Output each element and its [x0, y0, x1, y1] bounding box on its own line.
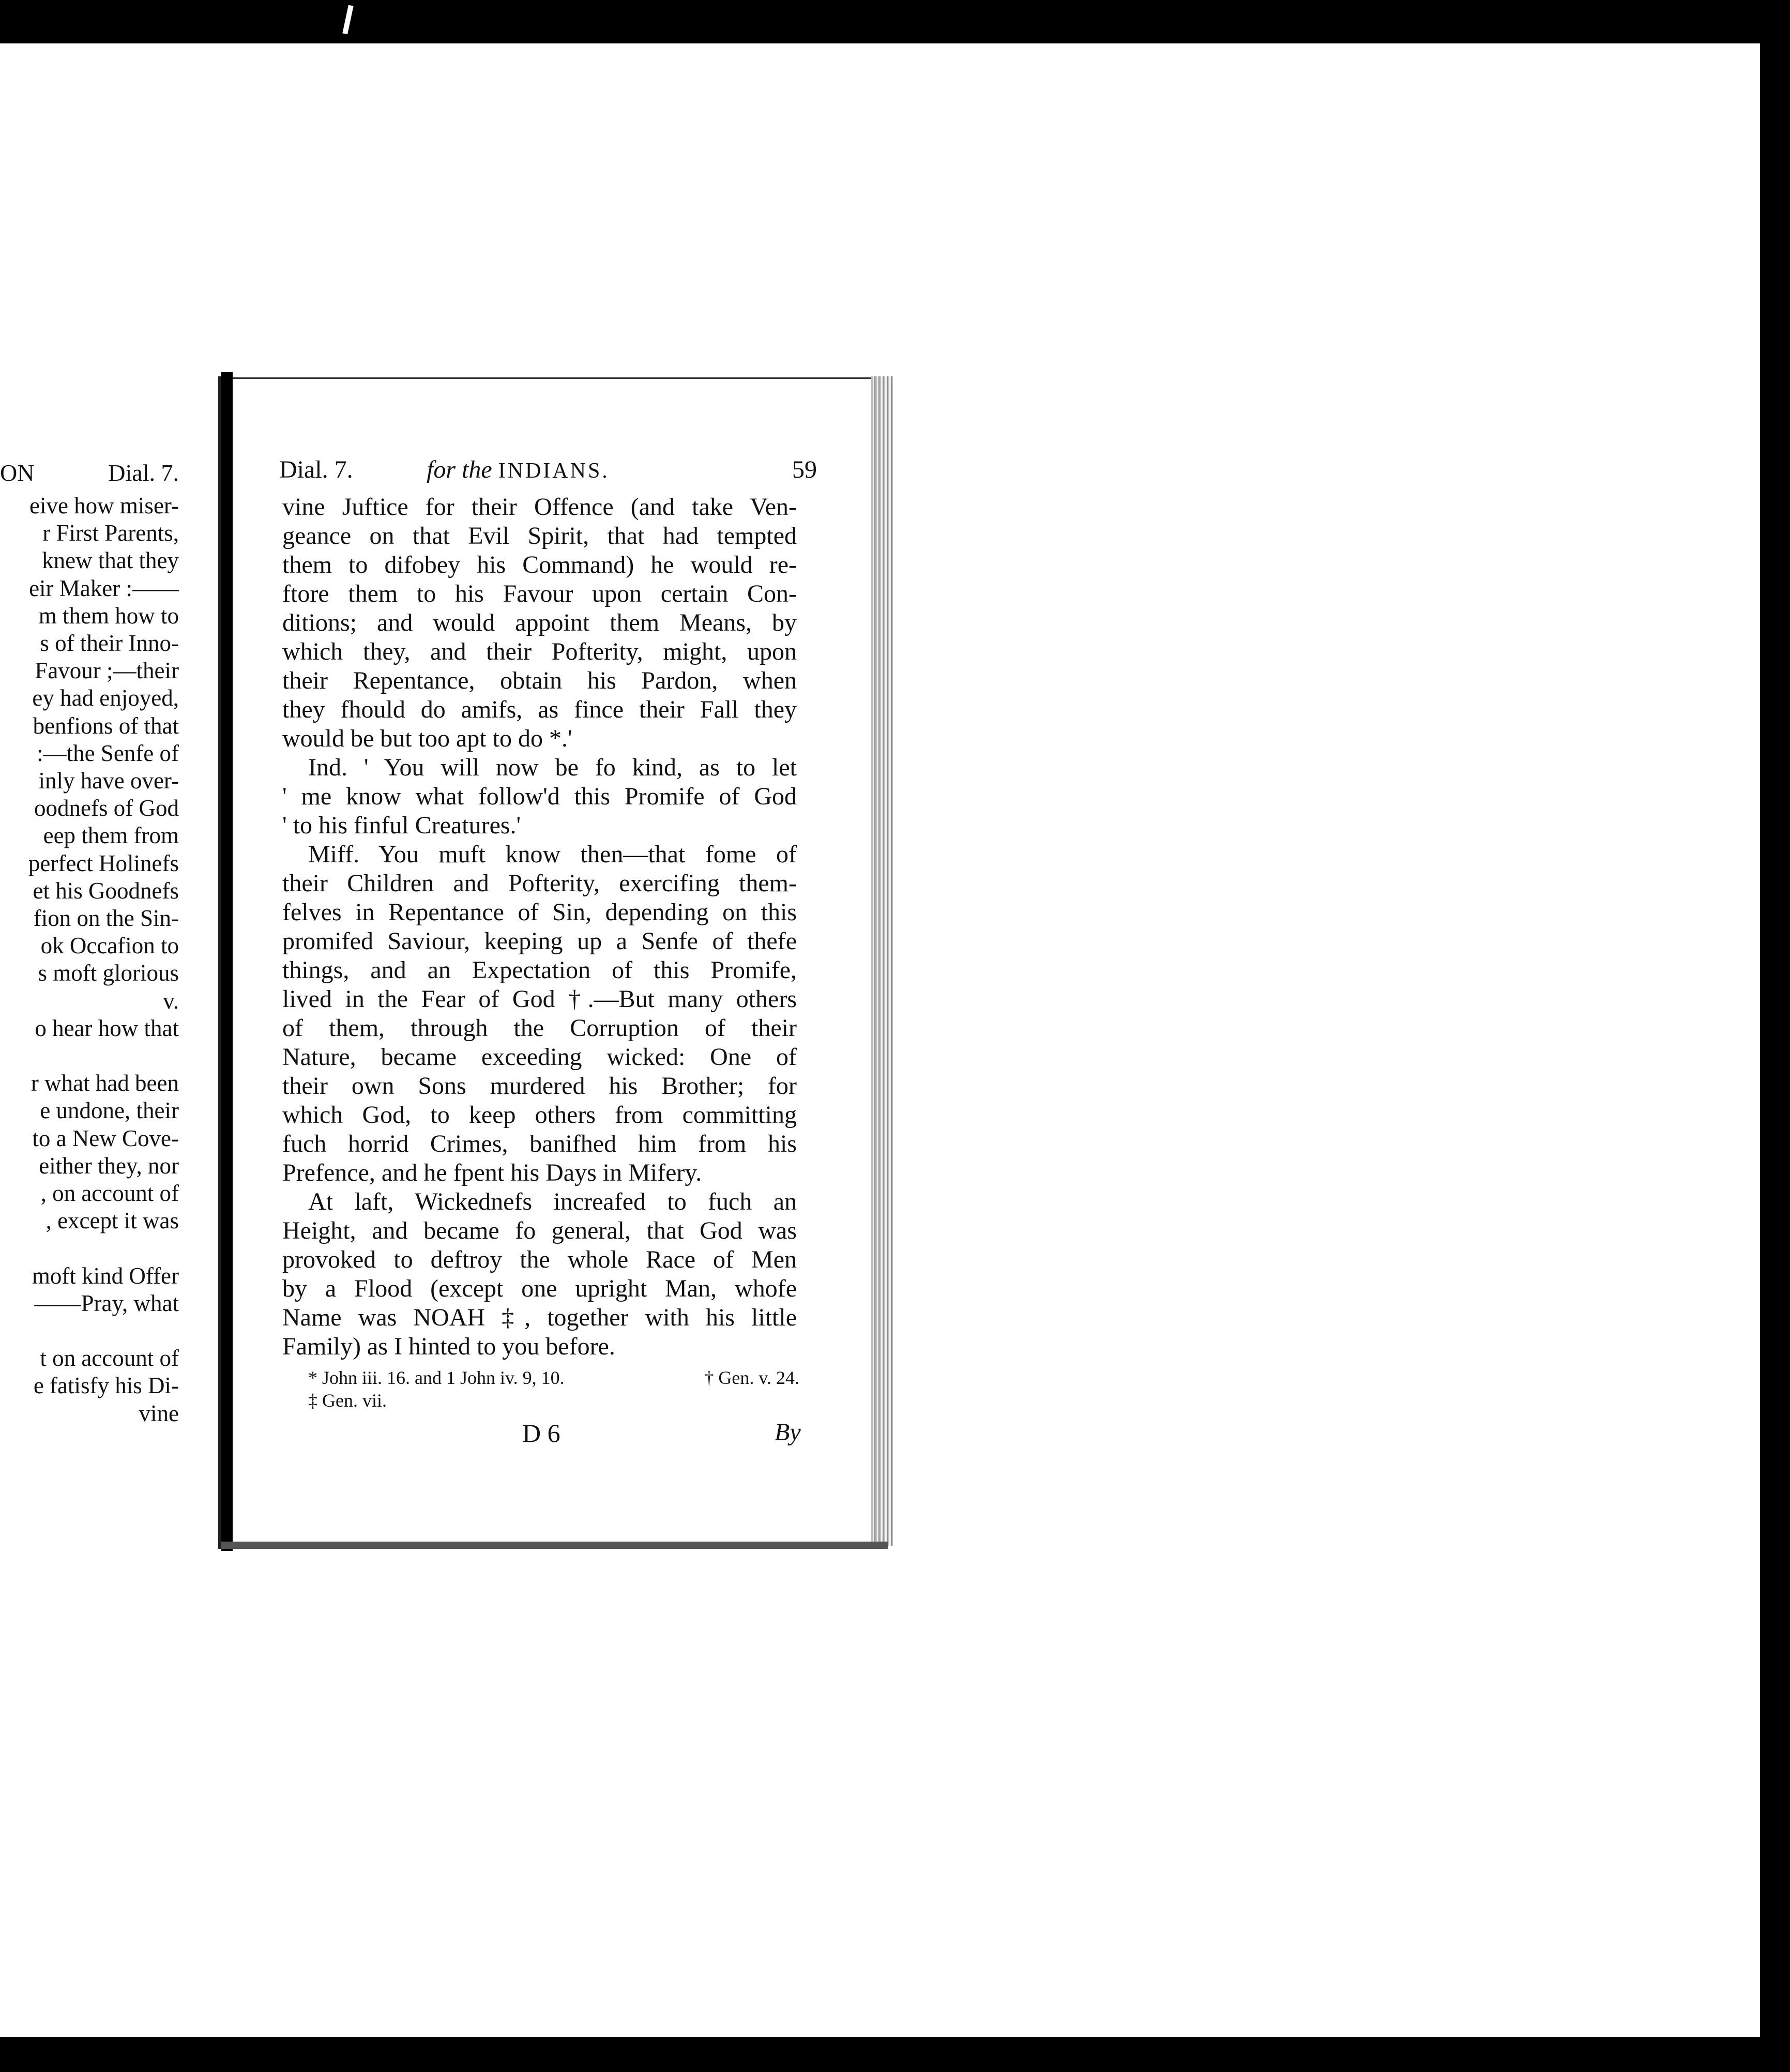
left-text-line: perfect Holinefs [28, 850, 179, 876]
left-text-line: et his Goodnefs [33, 877, 179, 904]
left-text-line: knew that they [42, 547, 179, 574]
running-title-italic: for the [427, 456, 492, 483]
left-text-line: ——Pray, what [34, 1290, 179, 1316]
text-line: which God, to keep others from committing [282, 1101, 797, 1129]
page-body [282, 493, 797, 1361]
left-text-line: e fatisfy his Di- [33, 1373, 179, 1399]
left-text-line: o hear how that [35, 1015, 179, 1041]
left-page-header: Dial. 7. [108, 460, 179, 486]
dialogue-number: Dial. 7. [279, 456, 353, 483]
footnote: ‡ Gen. vii. [308, 1390, 387, 1411]
text-line: Name was NOAH ‡, together with his little [282, 1304, 797, 1331]
left-text-line: inly have over- [38, 768, 179, 794]
text-line: things, and an Expectation of this Promife, [282, 956, 797, 984]
text-line: ftore them to his Favour upon certain Con- [282, 580, 797, 607]
left-text-line: eive how miser- [29, 493, 179, 519]
sheet-edge [1753, 43, 1760, 2037]
left-text-line: ey had enjoyed, [32, 685, 179, 711]
text-line: felves in Repentance of Sin, depending on this [282, 898, 797, 926]
text-line: them to difobey his Command) he would re- [282, 551, 797, 578]
text-line: fuch horrid Crimes, banifhed him from his [282, 1130, 797, 1157]
left-text-line: v. [163, 987, 179, 1014]
book-spread [0, 372, 900, 1548]
text-line: Height, and became fo general, that God was [282, 1217, 797, 1244]
left-text-line: eep them from [43, 822, 179, 849]
text-line: their own Sons murdered his Brother; for [282, 1072, 797, 1100]
left-text-line: :—the Senfe of [37, 740, 179, 766]
left-page-header-fragment: ON [0, 460, 35, 486]
left-text-line: , on account of [40, 1180, 179, 1206]
running-header [279, 455, 817, 486]
left-text-line: moft kind Offer [32, 1262, 179, 1289]
left-text-line: t on account of [40, 1345, 179, 1372]
left-text-line: fion on the Sin- [33, 905, 179, 931]
signature-mark: D 6 [522, 1419, 560, 1448]
text-line: of them, through the Corruption of their [282, 1014, 797, 1042]
left-text-line: benfions of that [33, 712, 179, 739]
left-text-line: r what had been [31, 1070, 179, 1096]
left-text-line: m them how to [38, 602, 179, 629]
text-line: by a Flood (except one upright Man, whofe [282, 1275, 797, 1302]
running-title-caps: INDIANS. [498, 459, 610, 483]
footnotes [308, 1366, 799, 1412]
text-line: ' to his finful Creatures.' [282, 812, 521, 839]
text-line: their Repentance, obtain his Pardon, when [282, 667, 797, 694]
left-text-line: ok Occafion to [40, 933, 179, 959]
left-text-line: s moft glorious [38, 960, 179, 986]
text-line: would be but too apt to do *.' [282, 725, 572, 752]
text-line: ' me know what follow'd this Promife of God [282, 783, 797, 810]
text-line: Family) as I hinted to you before. [282, 1333, 615, 1360]
left-text-line: , except it was [45, 1208, 179, 1234]
left-text-line: e undone, their [40, 1098, 179, 1124]
text-line: Nature, became exceeding wicked: One of [282, 1043, 797, 1071]
text-line: Prefence, and he fpent his Days in Mifery. [282, 1159, 702, 1186]
left-text-line: oodnefs of God [34, 795, 179, 821]
left-text-line: to a New Cove- [32, 1125, 179, 1151]
left-text-line: either they, nor [39, 1152, 179, 1179]
book-bottom-edge [221, 1542, 888, 1549]
page-number: 59 [792, 456, 817, 483]
right-page [233, 377, 871, 1544]
text-line: lived in the Fear of God †.—But many others [282, 985, 797, 1013]
page-fore-edge [871, 376, 893, 1546]
footnote: † Gen. v. 24. [704, 1367, 799, 1388]
scan-border-bottom [0, 2037, 1790, 2072]
left-page [0, 376, 221, 1549]
text-line: which they, and their Pofterity, might, upon [282, 638, 797, 665]
left-text-line: s of their Inno- [40, 630, 179, 656]
text-line: At laft, Wickednefs increafed to fuch an [308, 1188, 797, 1215]
left-text-line: Favour ;—their [35, 658, 179, 684]
left-text-line: vine [139, 1400, 179, 1426]
left-text-line: eir Maker :—— [29, 575, 179, 601]
text-line: provoked to deftroy the whole Race of Men [282, 1246, 797, 1273]
text-line: Ind. ' You will now be fo kind, as to let [308, 754, 797, 781]
left-text-line: r First Parents, [42, 520, 179, 546]
running-title [427, 455, 610, 484]
scan-mark [342, 5, 353, 35]
text-line: geance on that Evil Spirit, that had tempted [282, 522, 797, 550]
text-line: their Children and Pofterity, exercifing them- [282, 870, 797, 897]
text-line: they fhould do amifs, as fince their Fall they [282, 696, 797, 723]
text-line: ditions; and would appoint them Means, by [282, 609, 797, 636]
footnote: * John iii. 16. and 1 John iv. 9, 10. [308, 1367, 565, 1388]
catchword: By [775, 1419, 801, 1446]
text-line: promifed Saviour, keeping up a Senfe of thefe [282, 927, 797, 955]
text-line: vine Juftice for their Offence (and take Ven- [282, 493, 797, 521]
book-gutter [221, 372, 233, 1551]
text-line: Miff. You muft know then—that fome of [308, 841, 797, 868]
